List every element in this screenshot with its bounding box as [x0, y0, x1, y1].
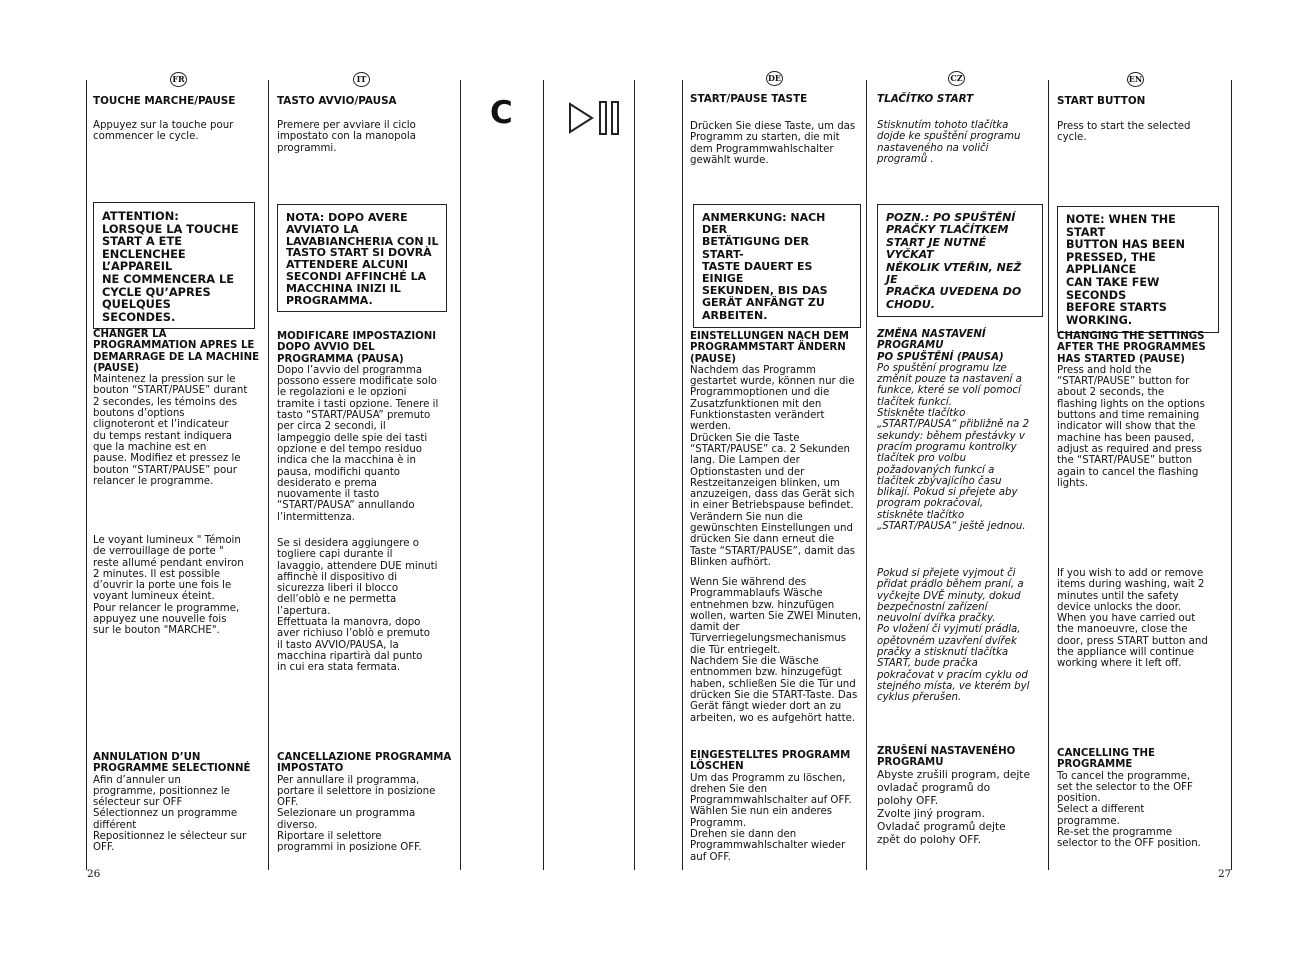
- attention-note: NOTE: WHEN THE START BUTTON HAS BEEN PRESSED, THE APPLIANCE CAN TAKE FEW SECONDS BEFORE STARTS WORKING.: [1057, 206, 1219, 333]
- change-settings-block: [93, 329, 261, 487]
- column-divider: [634, 80, 635, 870]
- column-divider: [866, 80, 867, 870]
- language-badge-cz: CZ: [948, 71, 965, 86]
- cancel-heading: EINGESTELLTES PROGRAMM LÖSCHEN: [690, 750, 851, 773]
- cancel-heading: ANNULATION D’UN PROGRAMME SELECTIONNÉ: [93, 752, 251, 775]
- door-lock-text: Le voyant lumineux " Témoin de verrouillage de porte " reste allumé pendant environ 2 minutes. Il est possible d’ouvrir la porte une fois le voyant lumineux éteint. Pour relancer le programme, appuyez une nouvelle fois sur le bouton "MARCHE".: [93, 535, 244, 637]
- change-settings-heading: CHANGER LA PROGRAMMATION APRES LE DEMARRAGE DE LA MACHINE (PAUSE): [93, 329, 260, 374]
- column-de: [690, 80, 864, 870]
- change-settings-text: Press and hold the “START/PAUSE” button for about 2 seconds, the flashing lights on the options buttons and time remaining indicator will show that the machine has been paused, adjust as required and press the “START/PAUSE” button again to cancel the flashing lights.: [1057, 364, 1205, 489]
- intro-text: Press to start the selected cycle.: [1057, 121, 1191, 144]
- change-settings-text: Dopo l’avvio del programma possono essere modificate solo le regolazioni e le opzioni tramite i tasti opzione. Tenere il tasto “START/PAUSA” premuto per circa 2 secondi, il lampeggio delle spie dei tasti opzione e del tempo residuo indica che la macchina è in pausa, modifichi quanto desiderato e prema nuovamente il tasto “START/PAUSA” annullando l’intermittenza.: [277, 364, 439, 523]
- column-divider: [543, 80, 544, 870]
- language-badge-it: IT: [353, 72, 370, 87]
- attention-note: NOTA: DOPO AVERE AVVIATO LA LAVABIANCHERIA CON IL TASTO START SI DOVRÀ ATTENDERE ALCUNI SECONDI AFFINCHÉ LA MACCHINA INIZI IL PROGRAMMA.: [277, 204, 447, 312]
- column-divider: [86, 80, 87, 870]
- door-lock-text: Pokud si přejete vyjmout či přidat prádlo během praní, a vyčkejte DVĚ minuty, dokud bezpečnostní zařízení neuvolní dvířka pračky. Po vložení či vyjmutí prádla, opětovném uzavření dvířek pračky a stisknutí tlačítka START, bude pračka pokračovat v pracím cyklu od stejného místa, ve kterém byl cyklus přerušen.: [877, 568, 1030, 704]
- column-divider: [268, 80, 269, 870]
- section-title: TLAČÍTKO START: [877, 93, 974, 105]
- cancel-text: Afin d’annuler un programme, positionnez le sélecteur sur OFF Sélectionnez un programme différent Repositionnez le sélecteur sur OFF.: [93, 774, 247, 854]
- cancel-text: Per annullare il programma, portare il selettore in posizione OFF. Selezionare un programma diverso. Riportare il selettore programmi in posizione OFF.: [277, 774, 436, 854]
- cancel-heading: ZRUŠENÍ NASTAVENÉHO PROGRAMU: [877, 746, 1016, 769]
- change-settings-block: [877, 329, 1047, 532]
- language-badge-fr: FR: [170, 72, 187, 87]
- cancel-heading: CANCELLAZIONE PROGRAMMA IMPOSTATO: [277, 752, 452, 775]
- door-lock-text: Wenn Sie während des Programmablaufs Wäsche entnehmen bzw. hinzufügen wollen, warten Sie ZWEI Minuten, damit der Türverriegelungsmechanismus die Tür entriegelt. Nachdem Sie die Wäsche entnommen bzw. hinzugefügt haben, schließen Sie die Tür und drücken Sie die START-Taste. Das Gerät fängt wieder dort an zu arbeiten, wo es aufgehört hatte.: [690, 577, 862, 724]
- column-divider: [1048, 80, 1049, 870]
- intro-text: Appuyez sur la touche pour commencer le cycle.: [93, 120, 234, 143]
- attention-note: ANMERKUNG: NACH DER BETÄTIGUNG DER START- TASTE DAUERT ES EINIGE SEKUNDEN, BIS DAS GERÄT ANFÄNGT ZU ARBEITEN.: [693, 204, 861, 328]
- column-en: [1057, 80, 1229, 870]
- column-cz: [877, 80, 1047, 870]
- intro-text: Premere per avviare il ciclo impostato con la manopola programmi.: [277, 120, 416, 154]
- section-title: START BUTTON: [1057, 95, 1146, 107]
- section-letter: C: [490, 95, 513, 131]
- section-title: START/PAUSE TASTE: [690, 93, 808, 105]
- cancel-block: [877, 746, 1047, 847]
- page-number-left: 26: [87, 868, 101, 880]
- change-settings-block: [277, 331, 455, 523]
- cancel-text: Um das Programm zu löschen, drehen Sie den Programmwahlschalter auf OFF. Wählen Sie nun ein anderes Programm. Drehen sie dann den Programmwahlschalter wieder auf OFF.: [690, 772, 852, 863]
- section-title: TOUCHE MARCHE/PAUSE: [93, 95, 236, 107]
- change-settings-text: Nachdem das Programm gestartet wurde, können nur die Programmoptionen und die Zusatzfunktionen mit den Funktionstasten verändert werden. Drücken Sie die Taste “START/PAUSE” ca. 2 Sekunden lang. Die Lampen der Optionstasten und der Restzeitanzeigen blinken, um anzuzeigen, dass das Gerät sich in einer Betriebspause befindet. Verändern Sie nun die gewünschten Einstellungen und drücken Sie dann erneut die Taste “START/PAUSE”, damit das Blinken aufhört.: [690, 364, 856, 568]
- cancel-block: [277, 752, 455, 854]
- intro-text: Stisknutím tohoto tlačítka dojde ke spuštění programu nastaveného na voliči programů .: [877, 120, 1021, 165]
- language-badge-de: DE: [766, 71, 783, 86]
- column-divider: [682, 80, 683, 870]
- column-divider: [460, 80, 461, 870]
- intro-text: Drücken Sie diese Taste, um das Programm zu starten, die mit dem Programmwahlschalter gewählt wurde.: [690, 121, 856, 166]
- change-settings-heading: EINSTELLUNGEN NACH DEM PROGRAMMSTART ÄNDERN (PAUSE): [690, 331, 849, 365]
- section-title: TASTO AVVIO/PAUSA: [277, 95, 397, 107]
- cancel-text: To cancel the programme, set the selector to the OFF position. Select a different programme. Re-set the programme selector to the OFF position.: [1057, 770, 1201, 850]
- change-settings-text: Po spuštění programu lze změnit pouze ta nastavení a funkce, které se volí pomocí tlačítek funkcí. Stiskněte tlačítko „START/PAUSA“ přibližně na 2 sekundy: během přestávky v pracím programu kontrolky tlačítek pro volbu požadovaných funkcí a tlačítek zbývajícího času blikají. Pokud si přejete aby program pokračoval, stiskněte tlačítko „START/PAUSA“ ještě jednou.: [877, 362, 1030, 533]
- attention-note: POZN.: PO SPUŠTĚNÍ PRAČKY TLAČÍTKEM START JE NUTNÉ VYČKAT NĚKOLIK VTEŘIN, NEŽ JE PRAČKA UVEDENA DO CHODU.: [877, 204, 1043, 317]
- change-settings-block: [690, 331, 864, 568]
- column-divider: [1231, 80, 1232, 870]
- page-number-right: 27: [1218, 868, 1232, 880]
- language-badge-en: EN: [1127, 72, 1144, 87]
- play-pause-icon: [568, 101, 622, 139]
- change-settings-text: Maintenez la pression sur le bouton “START/PAUSE” durant 2 secondes, les témoins des boutons d’options clignoteront et l’indicateur du temps restant indiquera que la machine est en pause. Modifiez et pressez le bouton “START/PAUSE” pour relancer le programme.: [93, 374, 248, 487]
- cancel-block: [1057, 748, 1229, 850]
- column-it: [277, 80, 455, 870]
- cancel-block: [690, 750, 864, 863]
- door-lock-text: If you wish to add or remove items during washing, wait 2 minutes until the safety device unlocks the door. When you have carried out the manoeuvre, close the door, press START button and the appliance will continue working where it left off.: [1057, 568, 1208, 670]
- attention-note: ATTENTION: LORSQUE LA TOUCHE START A ETE ENCLENCHEE L’APPAREIL NE COMMENCERA LE CYCLE QU’APRES QUELQUES SECONDES.: [93, 202, 255, 329]
- cancel-text: Abyste zrušili program, dejte ovladač programů do polohy OFF. Zvolte jiný program. Ovladač programů dejte zpět do polohy OFF.: [877, 768, 1030, 846]
- cancel-block: [93, 752, 261, 854]
- cancel-heading: CANCELLING THE PROGRAMME: [1057, 748, 1155, 771]
- change-settings-heading: CHANGING THE SETTINGS AFTER THE PROGRAMMES HAS STARTED (PAUSE): [1057, 331, 1206, 365]
- change-settings-block: [1057, 331, 1229, 489]
- change-settings-heading: MODIFICARE IMPOSTAZIONI DOPO AVVIO DEL PROGRAMMA (PAUSA): [277, 331, 437, 365]
- column-fr: [93, 80, 261, 870]
- door-lock-text: Se si desidera aggiungere o togliere capi durante il lavaggio, attendere DUE minuti affinchè il dispositivo di sicurezza liberi il blocco dell’oblò e ne permetta l’apertura. Effettuata la manovra, dopo aver richiuso l’oblò e premuto il tasto AVVIO/PAUSA, la macchina ripartirà dal punto in cui era stata fermata.: [277, 538, 438, 674]
- change-settings-heading: ZMĚNA NASTAVENÍ PROGRAMU PO SPUŠTĚNÍ (PAUSA): [877, 329, 1004, 363]
